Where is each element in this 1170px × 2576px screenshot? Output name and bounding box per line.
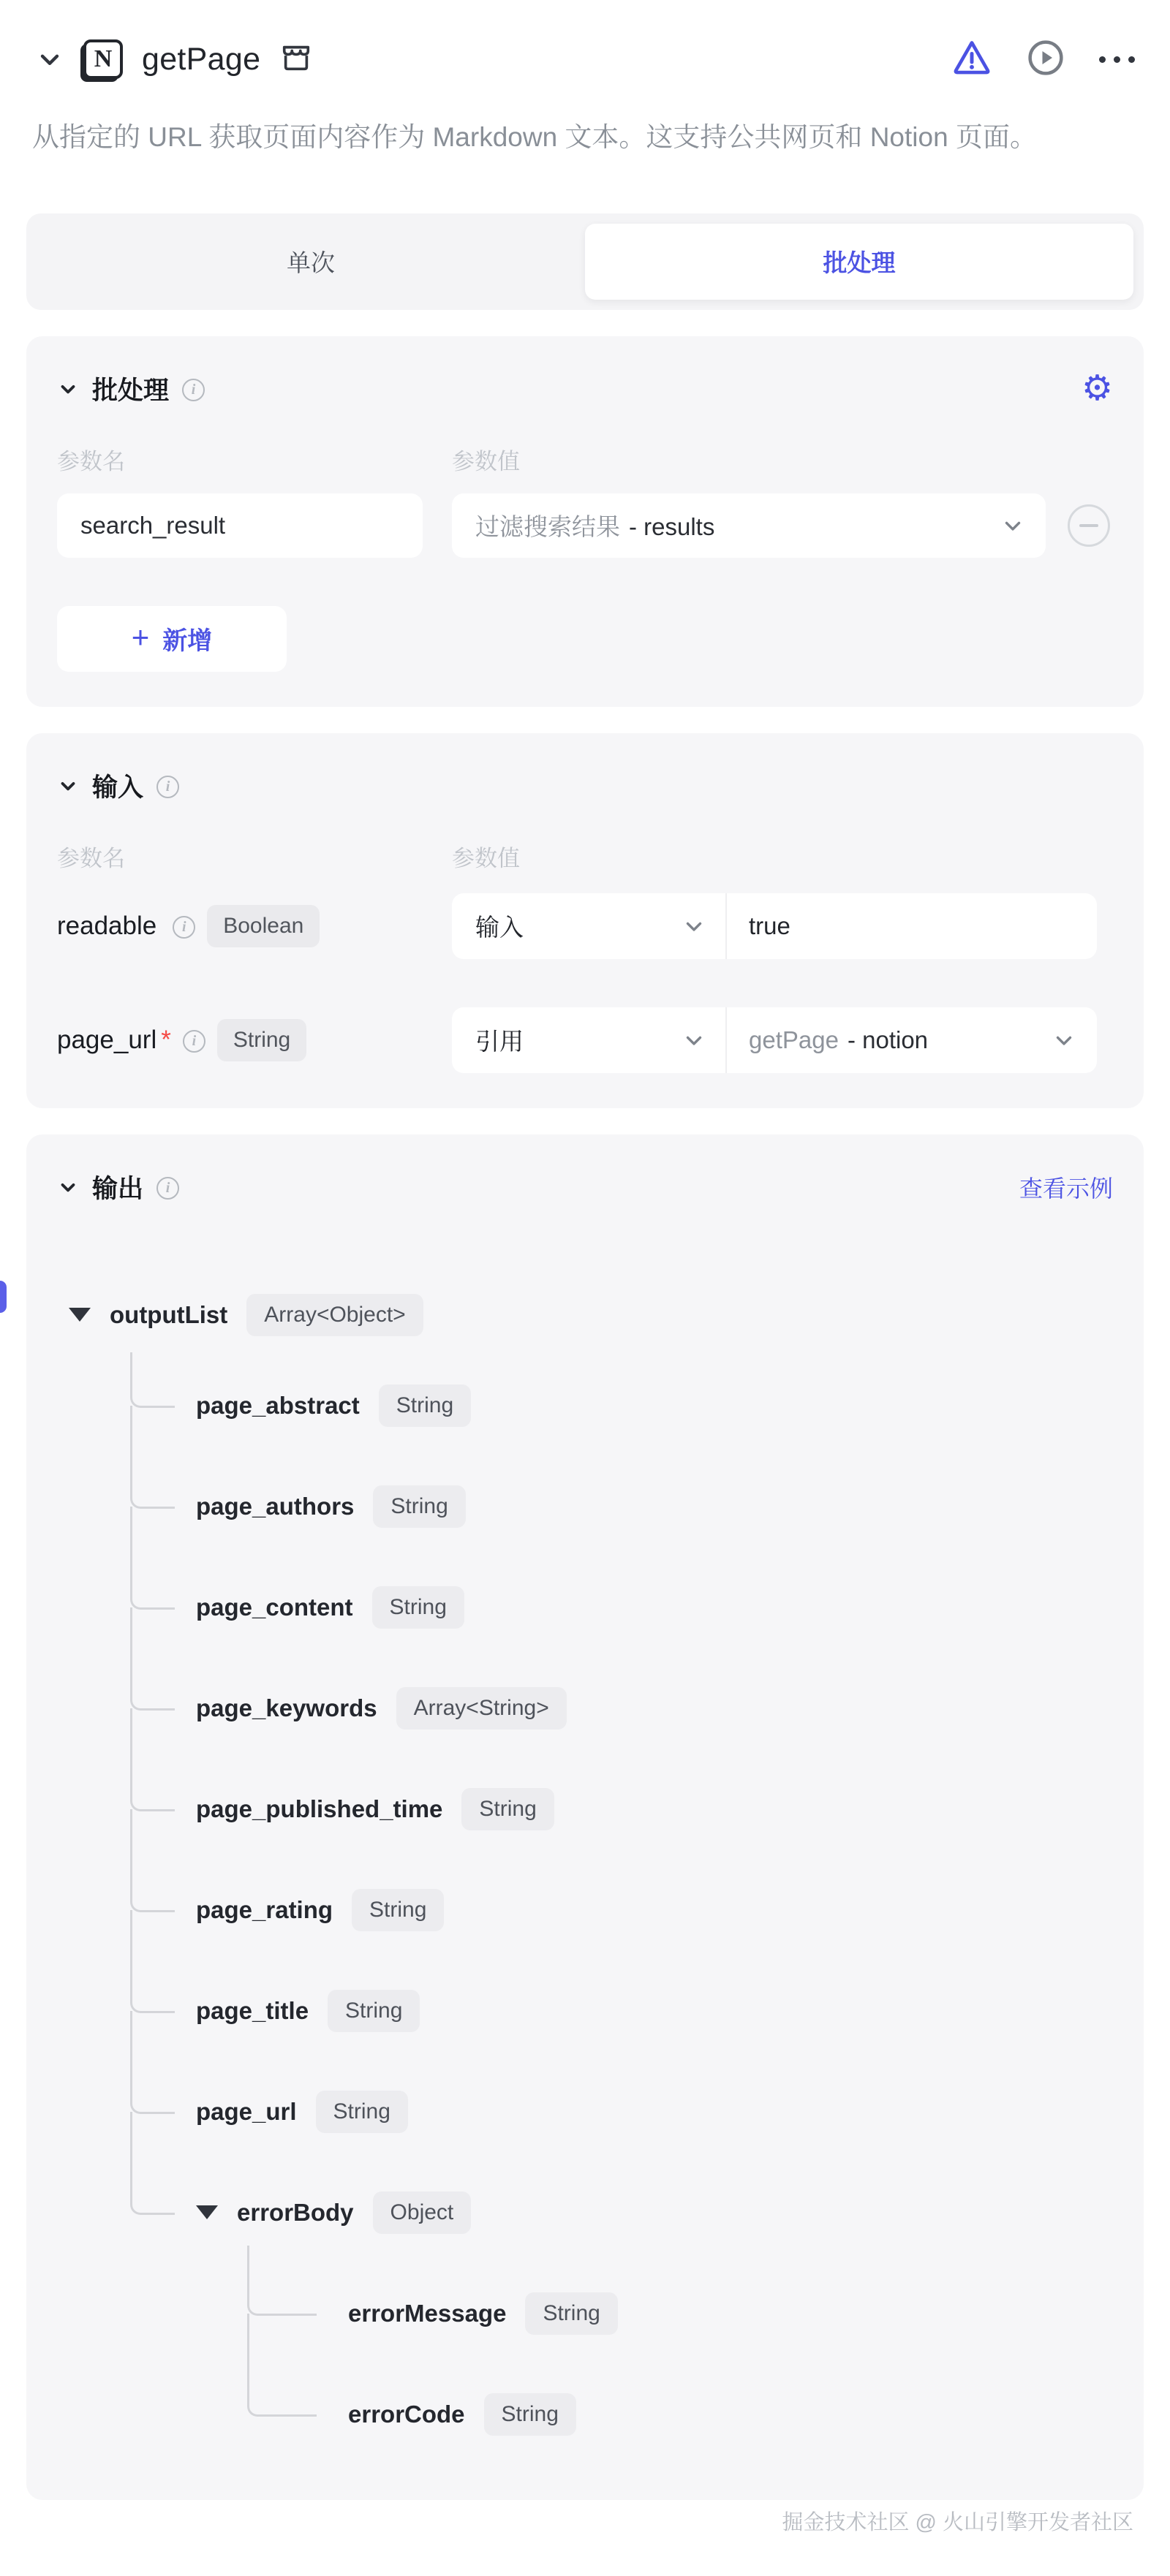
add-param-button[interactable]: + 新增 <box>57 606 287 672</box>
type-tag: String <box>372 1586 464 1629</box>
collapse-chevron-icon[interactable] <box>35 45 64 74</box>
remove-row-button[interactable] <box>1068 504 1110 547</box>
type-tag: Object <box>373 2192 472 2234</box>
batch-section-title: 批处理 <box>92 376 170 405</box>
type-tag: String <box>373 1485 465 1528</box>
storefront-icon <box>279 41 313 78</box>
type-tag: Array<Object> <box>246 1294 423 1336</box>
type-tag: String <box>379 1384 471 1427</box>
ref-field-name: - notion <box>847 1026 929 1053</box>
tree-node: page_content String <box>57 1557 1113 1658</box>
input-section <box>26 733 1144 1108</box>
value-input[interactable]: true <box>749 912 790 939</box>
type-tag: String <box>352 1889 444 1931</box>
node-description: 从指定的 URL 获取页面内容作为 Markdown 文本。这支持公共网页和 Notion 页面。 <box>32 122 1037 152</box>
ref-field-name: - results <box>629 513 715 541</box>
tree-node: page_published_time String <box>57 1759 1113 1860</box>
tree-node: page_abstract String <box>57 1355 1113 1456</box>
value-ref-select[interactable] <box>727 1007 1097 1073</box>
param-name-col-label: 参数名 <box>57 845 125 871</box>
param-name-col-label: 参数名 <box>57 448 125 474</box>
info-icon[interactable]: i <box>173 916 195 939</box>
input-row-readable <box>57 893 1113 959</box>
param-value-col-label: 参数值 <box>452 845 520 871</box>
batch-collapse-icon[interactable] <box>57 378 79 400</box>
info-icon[interactable]: i <box>183 1030 205 1053</box>
param-name: page_url <box>57 1025 157 1054</box>
output-section <box>26 1134 1144 2500</box>
input-row-page-url <box>57 1007 1113 1073</box>
tree-node-errorBody: errorBody Object <box>57 2162 1113 2263</box>
chevron-down-icon <box>682 1028 706 1053</box>
node-header <box>26 32 1144 86</box>
type-tag: Array<String> <box>396 1687 567 1730</box>
expand-triangle-icon[interactable] <box>69 1308 91 1322</box>
batch-param-name-input[interactable]: search_result <box>57 493 423 558</box>
tree-node-outputList: outputList Array<Object> <box>57 1275 1113 1355</box>
chevron-down-icon <box>1000 513 1025 538</box>
param-value-col-label: 参数值 <box>452 448 520 474</box>
chevron-down-icon <box>1052 1028 1076 1053</box>
type-tag: String <box>217 1019 306 1061</box>
gear-icon[interactable]: ⚙ <box>1081 368 1113 408</box>
output-collapse-icon[interactable] <box>57 1176 79 1198</box>
param-name: readable <box>57 911 157 940</box>
tree-node: errorMessage String <box>57 2263 1113 2364</box>
node-port[interactable] <box>0 1281 7 1313</box>
chevron-down-icon <box>682 914 706 939</box>
input-collapse-icon[interactable] <box>57 775 79 797</box>
type-tag: String <box>328 1990 420 2032</box>
info-icon[interactable]: i <box>182 379 205 401</box>
batch-section <box>26 336 1144 707</box>
output-section-title: 输出 <box>92 1174 144 1203</box>
info-icon[interactable]: i <box>156 1177 179 1200</box>
info-icon[interactable]: i <box>156 776 179 798</box>
tab-batch[interactable]: 批处理 <box>585 224 1133 300</box>
type-tag: String <box>484 2393 576 2436</box>
play-circle-icon[interactable] <box>1026 38 1065 81</box>
header-actions <box>951 37 1135 82</box>
tab-single[interactable]: 单次 <box>287 249 335 277</box>
warning-triangle-icon[interactable] <box>951 37 992 82</box>
tree-node: page_authors String <box>57 1456 1113 1557</box>
type-tag: String <box>525 2292 617 2335</box>
node-title: getPage <box>142 41 261 77</box>
type-tag: Boolean <box>207 905 320 947</box>
notion-icon: N <box>83 39 123 79</box>
tree-node: page_title String <box>57 1961 1113 2061</box>
tree-node: page_rating String <box>57 1860 1113 1961</box>
output-tree <box>57 1275 1113 2465</box>
input-section-title: 输入 <box>92 773 144 802</box>
value-mode-select[interactable]: 输入 <box>452 893 727 959</box>
tree-node: errorCode String <box>57 2364 1113 2465</box>
ellipsis-icon[interactable] <box>1099 56 1135 63</box>
tree-node: page_url String <box>57 2061 1113 2162</box>
expand-triangle-icon[interactable] <box>196 2205 218 2219</box>
mode-tabs <box>26 213 1144 310</box>
ref-node-name: 过滤搜索结果 <box>475 513 620 541</box>
watermark: 掘金技术社区 @ 火山引擎开发者社区 <box>782 2510 1133 2534</box>
value-mode-select[interactable]: 引用 <box>452 1007 727 1073</box>
type-tag: String <box>461 1788 554 1830</box>
required-mark: * <box>161 1025 171 1054</box>
batch-param-value-select[interactable] <box>452 493 1046 558</box>
type-tag: String <box>316 2091 408 2133</box>
view-example-link[interactable]: 查看示例 <box>1019 1175 1113 1202</box>
batch-param-row <box>57 493 1113 558</box>
ref-node-name: getPage <box>749 1026 839 1053</box>
tree-node: page_keywords Array<String> <box>57 1658 1113 1759</box>
plus-icon: + <box>131 619 150 654</box>
